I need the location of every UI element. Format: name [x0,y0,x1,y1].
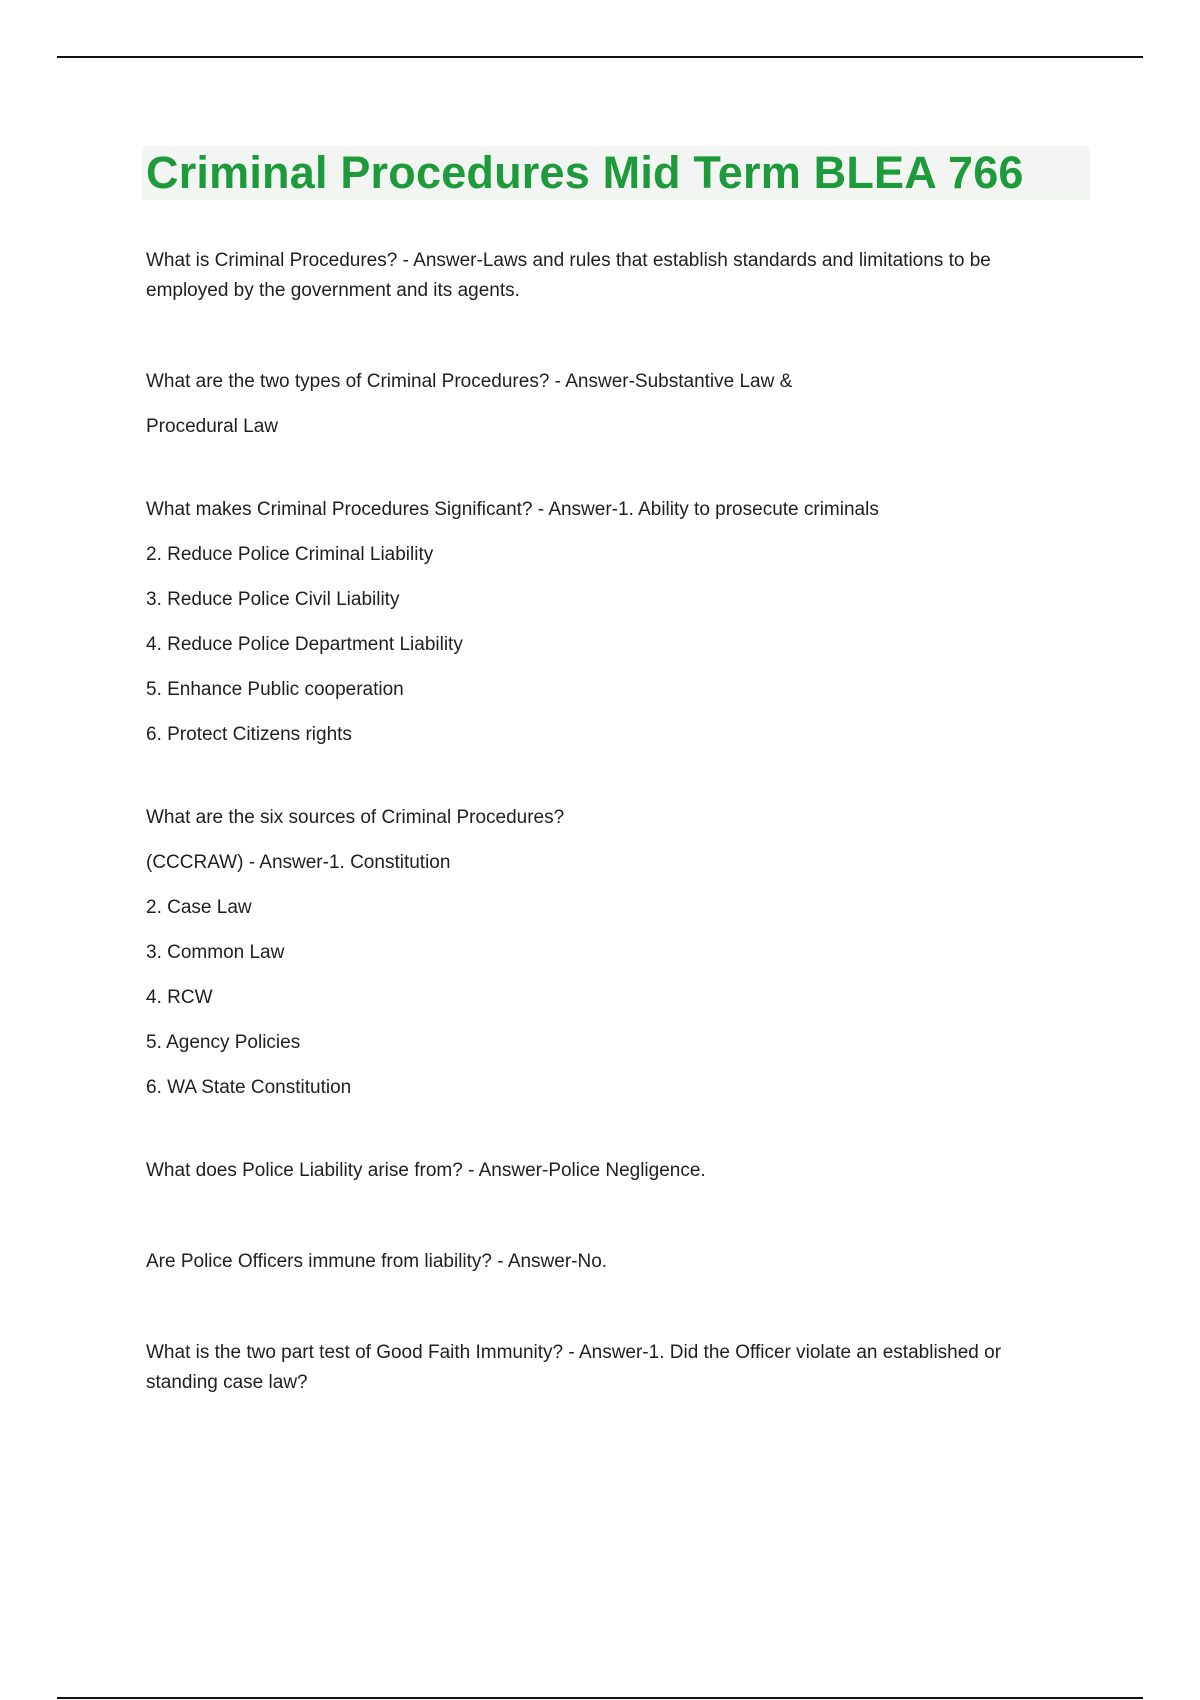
qa-line: 3. Common Law [146,942,285,963]
qa-line: 6. Protect Citizens rights [146,724,352,745]
qa-line: 2. Reduce Police Criminal Liability [146,544,434,565]
qa-text: What is the two part test of Good Faith Immunity? - Answer-1. Did the Officer violate an established or standing case law? [146,1342,1002,1393]
qa-text: What is Criminal Procedures? - Answer-Laws and rules that establish standards and limitations to be employed by the government and its agents. [146,250,991,301]
document-title: Criminal Procedures Mid Term BLEA 766 [146,147,1024,198]
qa-item-1 [146,246,1076,306]
qa-item-6 [146,1247,1076,1277]
qa-item-2 [146,367,1076,442]
qa-line: (CCCRAW) - Answer-1. Constitution [146,852,451,873]
qa-text: Are Police Officers immune from liability? - Answer-No. [146,1251,608,1272]
qa-item-3 [146,495,1076,750]
document-body [146,246,1076,1458]
qa-item-7 [146,1338,1076,1398]
qa-line: 4. RCW [146,987,213,1008]
qa-line: 4. Reduce Police Department Liability [146,634,463,655]
bottom-rule [57,1697,1143,1699]
qa-line: 6. WA State Constitution [146,1077,352,1098]
qa-item-4 [146,803,1076,1103]
qa-line: 3. Reduce Police Civil Liability [146,589,400,610]
qa-line: 5. Enhance Public cooperation [146,679,404,700]
qa-item-5 [146,1156,1076,1186]
qa-line: What makes Criminal Procedures Significant? - Answer-1. Ability to prosecute criminals [146,499,879,520]
qa-line: What are the six sources of Criminal Procedures? [146,807,565,828]
qa-line: 5. Agency Policies [146,1032,301,1053]
qa-line: Procedural Law [146,416,279,437]
top-rule [57,56,1143,58]
qa-text: What does Police Liability arise from? - Answer-Police Negligence. [146,1160,706,1181]
qa-line: 2. Case Law [146,897,252,918]
qa-line: What are the two types of Criminal Procedures? - Answer-Substantive Law & [146,371,793,392]
